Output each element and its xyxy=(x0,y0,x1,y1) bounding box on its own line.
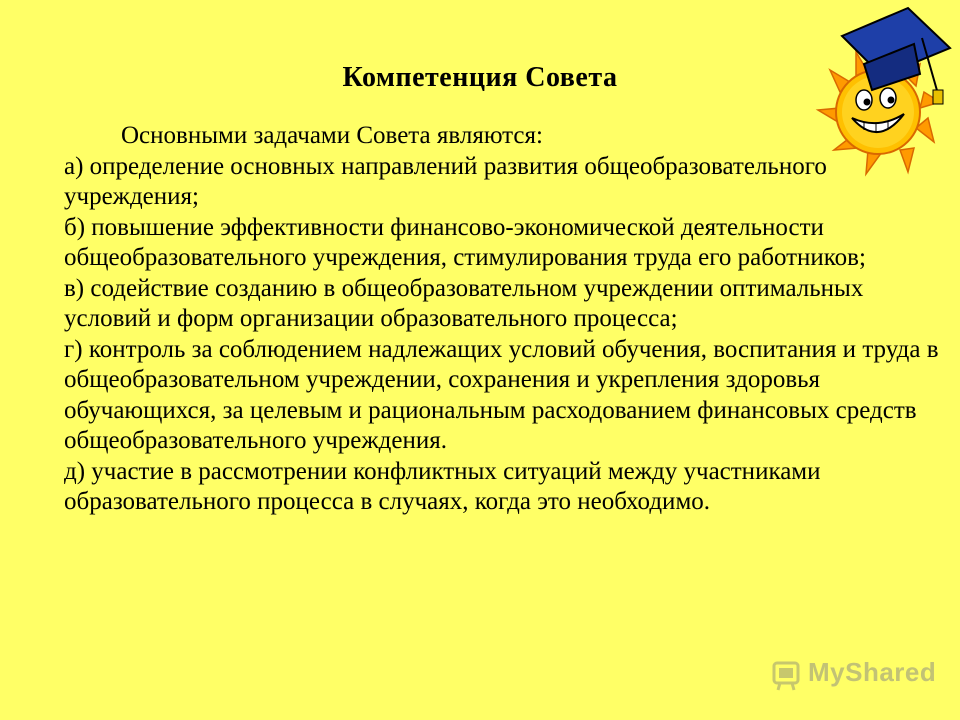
list-item: д) участие в рассмотрении конфликтных ситуаций между участниками образовательного процесса в случаях, когда это необходимо. xyxy=(64,457,821,515)
body-text xyxy=(64,121,954,518)
slide-title: Компетенция Совета xyxy=(342,62,618,93)
watermark-text: MyShared xyxy=(808,657,937,687)
list-item: б) повышение эффективности финансово-экономической деятельности общеобразовательного учреждения, стимулирования труда его работников; xyxy=(64,213,866,271)
list-item: в) содействие созданию в общеобразовательном учреждении оптимальных условий и форм организации образовательного процесса; xyxy=(64,274,864,332)
list-item: г) контроль за соблюдением надлежащих условий обучения, воспитания и труда в общеобразовательном учреждении, сохранения и укрепления здоровья обучающихся, за целевым и рациональным расходованием финансовых средств общеобразовательного учреждения. xyxy=(64,335,939,454)
watermark xyxy=(768,655,938,695)
myshared-logo-icon xyxy=(768,657,804,693)
intro-text: Основными задачами Совета являются: xyxy=(121,122,543,149)
list-item: а) определение основных направлений развития общеобразовательного учреждения; xyxy=(64,152,827,210)
